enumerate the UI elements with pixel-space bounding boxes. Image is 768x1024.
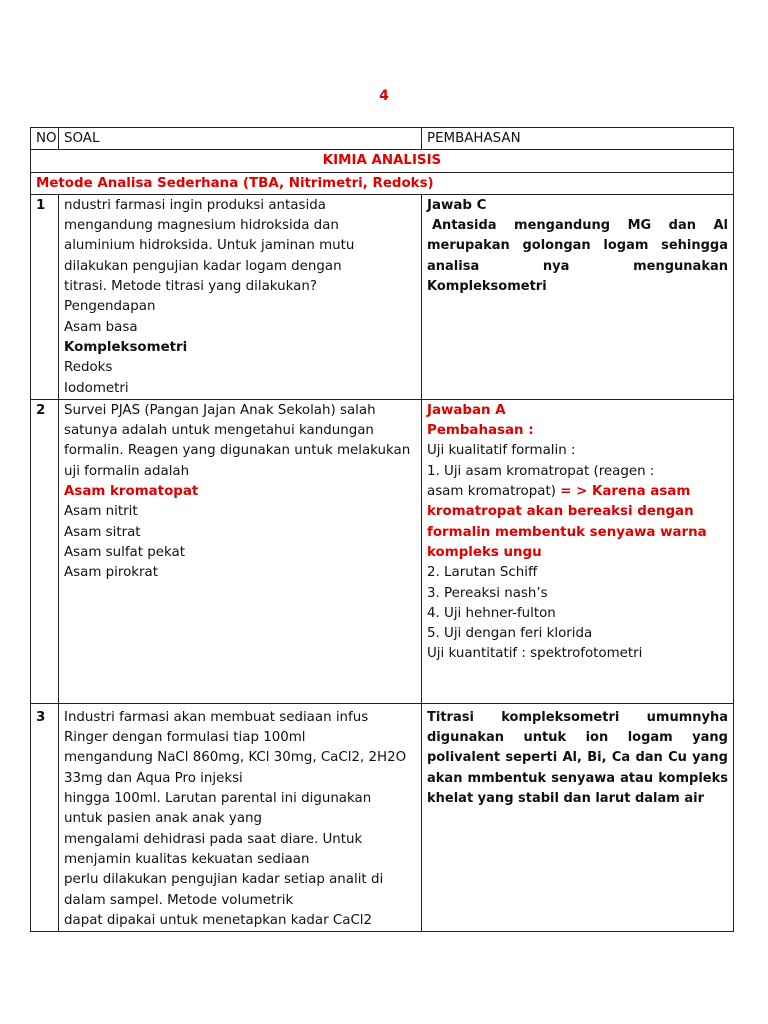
answer-subtitle: Pembahasan :: [427, 423, 534, 439]
question-line: mengandung magnesium hidroksida dan: [64, 218, 339, 234]
option-e: Asam pirokrat: [64, 565, 158, 581]
answer-text: Titrasi kompleksometri umumnyha digunakan untuk ion logam yang polivalent seperti Al, Bi, Ca dan Cu yang akan mmbentuk senyawa atau kompleks khelat yang stabil dan larut dalam air: [427, 709, 728, 807]
question-table: [30, 127, 734, 932]
question-line: titrasi. Metode titrasi yang dilakukan?: [64, 279, 317, 295]
question-number: 2: [31, 399, 59, 703]
option-a: Pengendapan: [64, 299, 156, 315]
option-e: Iodometri: [64, 380, 129, 396]
question-cell: [59, 703, 422, 931]
question-line: dapat dipakai untuk menetapkan kadar CaCl2: [64, 912, 373, 928]
option-d: Asam sulfat pekat: [64, 544, 185, 560]
question-line: perlu dilakukan pengujian kadar setiap analit di: [64, 872, 384, 888]
header-no: NO: [31, 128, 59, 150]
answer-cell: [422, 194, 734, 399]
question-line: dalam sampel. Metode volumetrik: [64, 892, 294, 908]
question-number: 3: [31, 703, 59, 931]
question-line: Survei PJAS (Pangan Jajan Anak Sekolah) salah: [64, 402, 376, 418]
answer-title: Jawaban A: [427, 402, 506, 418]
option-c-correct: Kompleksometri: [64, 339, 188, 355]
question-line: Ringer dengan formulasi tiap 100ml: [64, 730, 306, 746]
question-line: Industri farmasi akan membuat sediaan infus: [64, 709, 369, 725]
answer-highlight: formalin membentuk senyawa warna: [427, 524, 707, 540]
option-c: Asam sitrat: [64, 524, 141, 540]
option-b: Asam nitrit: [64, 504, 138, 520]
question-line: hingga 100ml. Larutan parental ini digunakan: [64, 791, 372, 807]
answer-line: [427, 482, 728, 502]
question-line: mengandung NaCl 860mg, KCl 30mg, CaCl2, 2H2O: [64, 750, 407, 766]
question-cell: [59, 194, 422, 399]
question-line: mengalami dehidrasi pada saat diare. Untuk: [64, 831, 363, 847]
header-soal: SOAL: [59, 128, 422, 150]
answer-title: Jawab C: [427, 197, 487, 213]
answer-fragment: asam kromatropat): [427, 484, 561, 500]
answer-line: Uji kuantitatif : spektrofotometri: [427, 646, 643, 662]
answer-line: 3. Pereaksi nash’s: [427, 585, 548, 601]
answer-line: 1. Uji asam kromatropat (reagen :: [427, 463, 655, 479]
section-row: [31, 150, 734, 172]
table-row: [31, 399, 734, 703]
subsection-row: [31, 172, 734, 194]
question-cell: [59, 399, 422, 703]
answer-line: Uji kualitatif formalin :: [427, 443, 576, 459]
answer-cell: [422, 399, 734, 703]
header-pembahasan: PEMBAHASAN: [422, 128, 734, 150]
question-line: satunya adalah untuk mengetahui kandungan: [64, 423, 374, 439]
answer-highlight: kromatropat akan bereaksi dengan: [427, 504, 694, 520]
answer-highlight: kompleks ungu: [427, 544, 542, 560]
option-b: Asam basa: [64, 319, 138, 335]
question-line: 33mg dan Aqua Pro injeksi: [64, 770, 243, 786]
section-title: KIMIA ANALISIS: [31, 150, 734, 172]
question-number: 1: [31, 194, 59, 399]
answer-line: 5. Uji dengan feri klorida: [427, 626, 593, 642]
question-line: ndustri farmasi ingin produksi antasida: [64, 197, 326, 213]
option-d: Redoks: [64, 360, 113, 376]
answer-cell: [422, 703, 734, 931]
answer-highlight: = > Karena asam: [560, 484, 691, 500]
question-line: aluminium hidroksida. Untuk jaminan mutu: [64, 238, 355, 254]
question-line: formalin. Reagen yang digunakan untuk melakukan: [64, 443, 411, 459]
table-row: [31, 194, 734, 399]
option-a-correct: Asam kromatopat: [64, 484, 199, 500]
table-header-row: [31, 128, 734, 150]
subsection-title: Metode Analisa Sederhana (TBA, Nitrimetri, Redoks): [31, 172, 734, 194]
question-line: dilakukan pengujian kadar logam dengan: [64, 258, 342, 274]
question-line: menjamin kualitas kekuatan sediaan: [64, 851, 310, 867]
question-line: untuk pasien anak anak yang: [64, 811, 263, 827]
question-line: uji formalin adalah: [64, 463, 190, 479]
answer-text: Antasida mengandung MG dan Al merupakan golongan logam sehingga analisa nya mengunakan Kompleksometri: [427, 218, 728, 295]
page-number: 4: [379, 88, 389, 104]
answer-line: 2. Larutan Schiff: [427, 565, 538, 581]
answer-line: 4. Uji hehner-fulton: [427, 605, 556, 621]
table-row: [31, 703, 734, 931]
